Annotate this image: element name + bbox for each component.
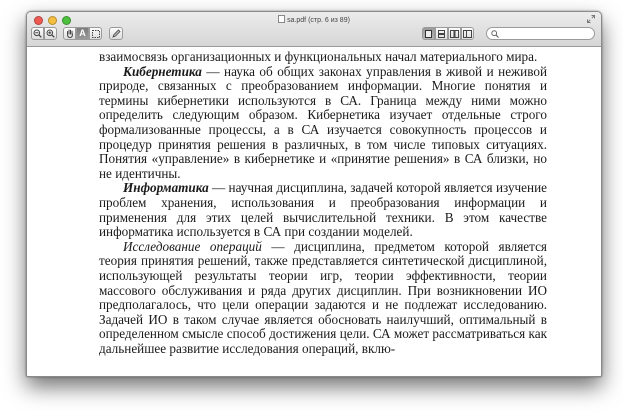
continuous-icon: [438, 30, 445, 38]
window-title: sa.pdf (стр. 6 из 89): [287, 17, 350, 24]
fullscreen-icon[interactable]: [587, 15, 595, 23]
two-page-icon: [450, 30, 459, 38]
paragraph-operations-research-text: — дисциплина, предметом которой является теория принятия решений, также представляется синтетической дисциплиной, использующей результаты теории игр, теории эффективности, теории массового обслуживания и ряда других дисциплин. При возникновении ИО предполагалось, что цели операции задаются и не подлежат исследованию. Задачей ИО в таком случае является обосновать наилучший, оптимальный в определенном смысле способ достижения цели. СА может рассматриваться как дальнейшее развитие исследования операций, вклю-: [99, 238, 547, 356]
hand-icon: [66, 29, 74, 38]
text-select-icon: A: [79, 28, 86, 38]
view-single-page-button[interactable]: [422, 27, 435, 40]
text-select-button[interactable]: [76, 27, 89, 40]
term-cybernetics: Кибернетика: [123, 63, 202, 79]
pencil-icon: [112, 29, 121, 38]
paragraph-informatics-text: — научная дисциплина, задачей которой является изучение проблем хранения, использования и преобразования информации и применения для этих целей вычислительной техники. В этом качестве информатика используется в СА при создании моделей.: [99, 180, 547, 240]
pdf-page[interactable]: [27, 47, 601, 376]
zoom-in-button[interactable]: [44, 27, 57, 40]
term-operations-research: Исследование операций: [123, 238, 262, 254]
search-input[interactable]: [501, 29, 589, 38]
move-tool-button[interactable]: [63, 27, 76, 40]
search-icon: [491, 30, 499, 38]
term-informatics: Информатика: [123, 180, 209, 196]
annotate-button[interactable]: [109, 27, 123, 40]
window-title-wrap: [27, 15, 601, 26]
zoom-out-button[interactable]: [31, 27, 44, 40]
paragraph-operations-research: [99, 240, 547, 357]
paragraph-cybernetics: [99, 65, 547, 182]
search-field[interactable]: [486, 27, 595, 40]
pdf-document-icon: [278, 15, 285, 23]
rect-select-button[interactable]: [89, 27, 102, 40]
document-text: [99, 50, 547, 356]
rect-select-icon: [92, 30, 100, 38]
zoom-in-icon: [46, 29, 55, 38]
title-bar: [27, 12, 601, 47]
view-two-page-button[interactable]: [448, 27, 461, 40]
zoom-out-icon: [33, 29, 42, 38]
paragraph-1: взаимосвязь организационных и функциональных начал материального мира.: [99, 49, 538, 64]
paragraph-cybernetics-text: — наука об общих законах управления в живой и неживой природе, связанных с преобразованием информации. Многие понятия и термины кибернетики используются в СА. Граница между ними можно определить следующим образом. Кибернетика изучает отдельные строго формализованные процессы, а в СА изучается совокупность процессов и процедур принятия решения в различных, в том числе типовых ситуациях. Понятия «управление» в кибернетике и «принятие решения» в СА близки, но не идентичны.: [99, 63, 547, 181]
toolbar: [27, 26, 601, 44]
view-continuous-button[interactable]: [435, 27, 448, 40]
preview-window: [26, 11, 602, 377]
paragraph-informatics: [99, 181, 547, 239]
single-page-icon: [425, 30, 432, 38]
sidebar-toggle-button[interactable]: [461, 27, 474, 40]
sidebar-icon: [463, 30, 472, 38]
